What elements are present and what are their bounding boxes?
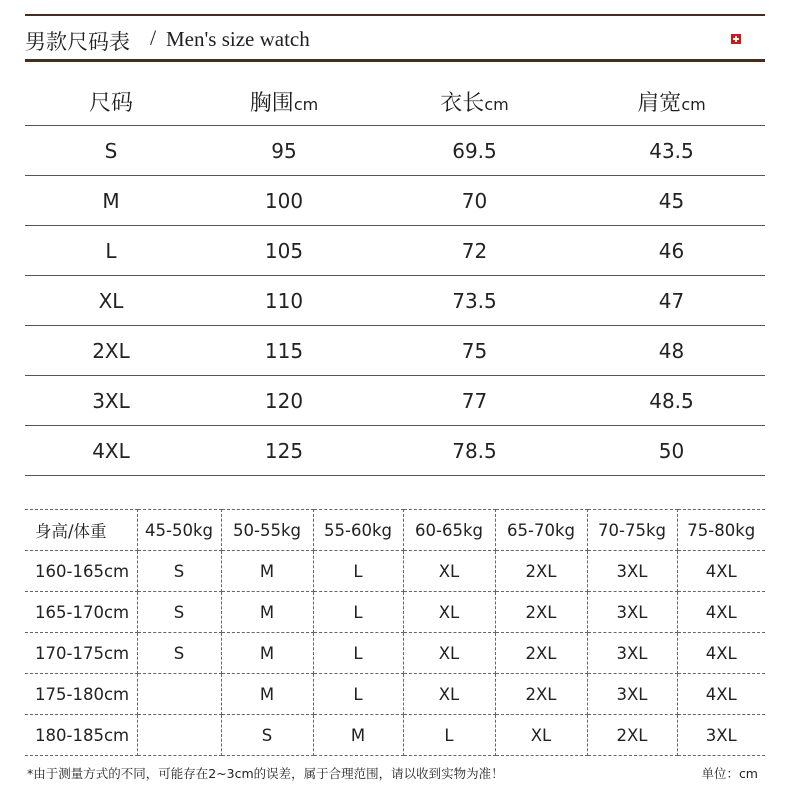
fit-size-cell: L (313, 551, 403, 592)
size-column-header (25, 77, 197, 126)
fit-size-cell: L (403, 715, 495, 756)
header-label: 衣长 (440, 90, 485, 116)
fit-size-cell: 4XL (677, 674, 765, 715)
weight-header: 60-65kg (403, 510, 495, 551)
fit-table (25, 509, 765, 756)
fit-size-cell (137, 674, 221, 715)
weight-header: 65-70kg (495, 510, 587, 551)
header-unit: cm (484, 94, 509, 114)
fit-table-row (25, 592, 765, 633)
size-table-cell: 78.5 (371, 426, 578, 476)
size-table-row (25, 426, 765, 476)
unit-note: 单位：cm (701, 766, 758, 781)
size-table-cell: 69.5 (371, 126, 578, 176)
fit-size-cell: XL (403, 592, 495, 633)
fit-size-cell: 2XL (587, 715, 677, 756)
fit-table-header (25, 510, 765, 551)
size-table-cell: 77 (371, 376, 578, 426)
size-table-cell: 2XL (25, 326, 197, 376)
fit-size-cell: 3XL (587, 633, 677, 674)
header-bottom-rule (25, 59, 765, 62)
fit-size-cell: 3XL (587, 551, 677, 592)
fit-size-cell: L (313, 592, 403, 633)
size-table-cell: 72 (371, 226, 578, 276)
size-table-cell: XL (25, 276, 197, 326)
fit-table-row (25, 633, 765, 674)
page-subtitle: Men's size watch (166, 27, 310, 51)
header-label: 胸围 (249, 90, 294, 116)
fit-size-cell: 3XL (587, 674, 677, 715)
chest-column-header (197, 77, 371, 126)
fit-size-cell: M (313, 715, 403, 756)
header-unit: cm (293, 94, 319, 114)
weight-header: 55-60kg (313, 510, 403, 551)
fit-size-cell: XL (403, 674, 495, 715)
fit-size-cell: 4XL (677, 592, 765, 633)
fit-size-cell: 2XL (495, 551, 587, 592)
weight-header: 50-55kg (221, 510, 313, 551)
fit-size-cell: XL (403, 633, 495, 674)
fit-size-cell: 4XL (677, 633, 765, 674)
fit-size-cell: S (137, 633, 221, 674)
swiss-flag-icon (731, 34, 741, 44)
fit-size-cell: M (221, 633, 313, 674)
height-range: 180-185cm (25, 715, 137, 756)
size-table-cell: 95 (197, 126, 371, 176)
header (25, 18, 765, 58)
size-table-cell: 100 (197, 176, 371, 226)
size-table-cell: 4XL (25, 426, 197, 476)
size-table-header (25, 77, 765, 126)
measurement-note: *由于测量方式的不同，可能存在2~3cm的误差，属于合理范围，请以收到实物为准！ (27, 766, 504, 781)
fit-size-cell: S (221, 715, 313, 756)
fit-size-cell: 2XL (495, 674, 587, 715)
size-table-cell: 48.5 (578, 376, 765, 426)
size-table-cell: 110 (197, 276, 371, 326)
header-unit: cm (681, 94, 706, 114)
size-table-cell: 3XL (25, 376, 197, 426)
size-table-cell: 105 (197, 226, 371, 276)
fit-table-row (25, 674, 765, 715)
page-title: 男款尺码表 (25, 30, 130, 54)
size-table-row (25, 326, 765, 376)
top-rule (25, 14, 765, 16)
fit-size-cell: 2XL (495, 592, 587, 633)
fit-size-cell: L (313, 633, 403, 674)
size-table-cell: 73.5 (371, 276, 578, 326)
size-table-cell: 45 (578, 176, 765, 226)
fit-size-cell: S (137, 551, 221, 592)
length-column-header (371, 77, 578, 126)
fit-size-cell: XL (495, 715, 587, 756)
size-table-row (25, 176, 765, 226)
height-range: 160-165cm (25, 551, 137, 592)
size-table-row (25, 276, 765, 326)
weight-header: 45-50kg (137, 510, 221, 551)
fit-size-cell: XL (403, 551, 495, 592)
height-range: 175-180cm (25, 674, 137, 715)
fit-size-cell: 3XL (587, 592, 677, 633)
fit-size-cell (137, 715, 221, 756)
size-table-cell: L (25, 226, 197, 276)
size-table-row (25, 126, 765, 176)
fit-size-cell: 4XL (677, 551, 765, 592)
size-table-cell: 50 (578, 426, 765, 476)
size-table-cell: 75 (371, 326, 578, 376)
size-table-cell: 48 (578, 326, 765, 376)
size-table-cell: 115 (197, 326, 371, 376)
size-table-cell: 120 (197, 376, 371, 426)
header-label: 肩宽 (637, 90, 682, 116)
shoulder-column-header (578, 77, 765, 126)
size-table-cell: M (25, 176, 197, 226)
fit-table-row (25, 551, 765, 592)
header-label: 尺码 (88, 90, 133, 116)
height-range: 165-170cm (25, 592, 137, 633)
size-table-cell: S (25, 126, 197, 176)
fit-size-cell: M (221, 674, 313, 715)
size-table-cell: 70 (371, 176, 578, 226)
fit-table-row (25, 715, 765, 756)
fit-size-cell: S (137, 592, 221, 633)
size-table-cell: 46 (578, 226, 765, 276)
size-table-cell: 47 (578, 276, 765, 326)
size-table-row (25, 226, 765, 276)
fit-size-cell: 2XL (495, 633, 587, 674)
size-table-cell: 125 (197, 426, 371, 476)
weight-header: 70-75kg (587, 510, 677, 551)
fit-size-cell: 3XL (677, 715, 765, 756)
fit-size-cell: M (221, 551, 313, 592)
height-range: 170-175cm (25, 633, 137, 674)
size-table-cell: 43.5 (578, 126, 765, 176)
weight-header: 75-80kg (677, 510, 765, 551)
size-table-row (25, 376, 765, 426)
fit-size-cell: L (313, 674, 403, 715)
title-separator: / (150, 25, 157, 50)
fit-size-cell: M (221, 592, 313, 633)
fit-corner-label: 身高/体重 (25, 510, 137, 551)
size-table (25, 77, 765, 476)
